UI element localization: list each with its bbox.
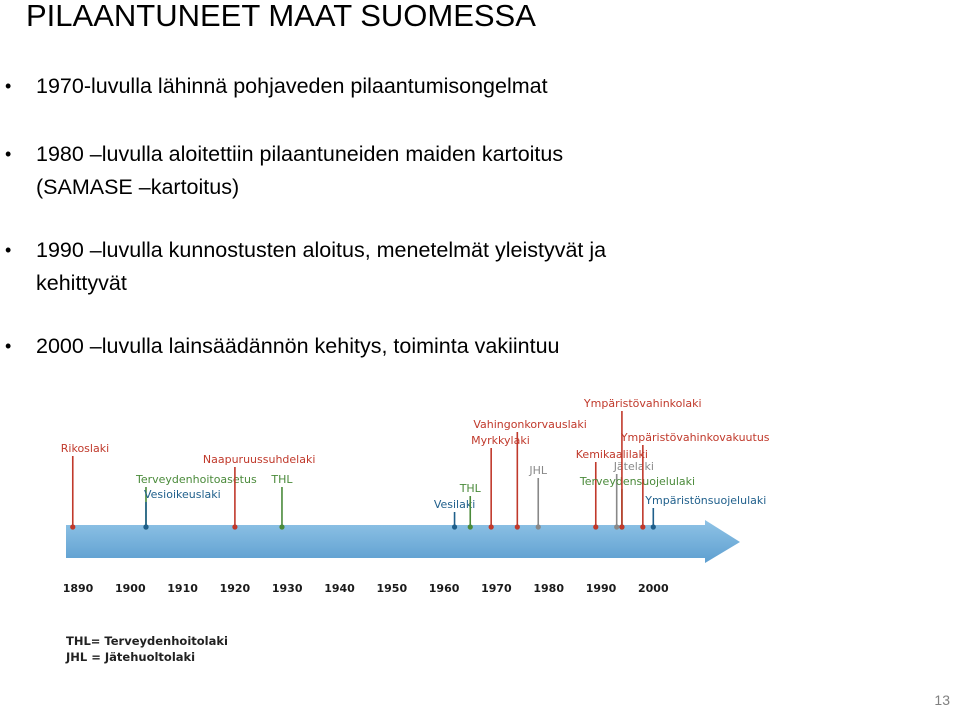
event-label: Vesilaki bbox=[433, 498, 476, 511]
event-marker bbox=[70, 524, 75, 529]
event-label: Naapuruussuhdelaki bbox=[202, 453, 316, 466]
event-label: Ympäristönsuojelulaki bbox=[645, 494, 767, 507]
event-label: Ympäristövahinkovakuutus bbox=[620, 431, 770, 444]
event-label: JHL bbox=[529, 464, 548, 477]
page-number: 13 bbox=[934, 692, 950, 708]
bullet-dot: • bbox=[5, 144, 12, 164]
event-marker bbox=[515, 524, 520, 529]
tick-label: 1900 bbox=[114, 582, 146, 595]
event-marker bbox=[232, 524, 237, 529]
event-marker bbox=[640, 524, 645, 529]
tick-label: 1970 bbox=[481, 582, 512, 595]
event-label: Kemikaalilaki bbox=[575, 448, 648, 461]
event-marker bbox=[614, 524, 619, 529]
legend-thl: THL= Terveydenhoitolaki bbox=[66, 634, 228, 648]
event-marker bbox=[468, 524, 473, 529]
bullet-line: (SAMASE –kartoitus) bbox=[36, 175, 240, 199]
tick-label: 1920 bbox=[219, 582, 251, 595]
event-label: Myrkkylaki bbox=[471, 434, 530, 447]
event-label: Ympäristövahinkolaki bbox=[583, 397, 702, 410]
event-marker bbox=[536, 524, 541, 529]
event-label: Jätelaki bbox=[613, 460, 654, 473]
event-label: Rikoslaki bbox=[60, 442, 110, 455]
timeline-ticks bbox=[63, 582, 669, 595]
tick-label: 1960 bbox=[428, 582, 460, 595]
bullet-dot: • bbox=[5, 336, 12, 356]
event-label: Terveydensuojelulaki bbox=[579, 475, 696, 488]
bullet-line: kehittyvät bbox=[36, 271, 127, 295]
bullet-dot: • bbox=[5, 240, 12, 260]
event-marker bbox=[452, 524, 457, 529]
legend-jhl: JHL = Jätehuoltolaki bbox=[66, 650, 196, 664]
event-label: Vesioikeuslaki bbox=[143, 488, 221, 501]
tick-label: 2000 bbox=[637, 582, 669, 595]
tick-label: 1990 bbox=[585, 582, 617, 595]
event-marker bbox=[651, 524, 656, 529]
event-marker bbox=[489, 524, 494, 529]
event-label: Vahingonkorvauslaki bbox=[473, 418, 587, 431]
tick-label: 1910 bbox=[167, 582, 198, 595]
tick-label: 1890 bbox=[62, 582, 94, 595]
event-marker bbox=[593, 524, 598, 529]
event-marker bbox=[143, 524, 148, 529]
event-label: Terveydenhoitoasetus bbox=[135, 473, 257, 486]
bullet-line: 1970-luvulla lähinnä pohjaveden pilaantumisongelmat bbox=[36, 74, 548, 98]
timeline-events bbox=[61, 397, 770, 530]
tick-label: 1980 bbox=[533, 582, 565, 595]
bullet-line: 1990 –luvulla kunnostusten aloitus, menetelmät yleistyvät ja bbox=[36, 238, 607, 262]
event-label: THL bbox=[271, 473, 293, 486]
tick-label: 1950 bbox=[376, 582, 408, 595]
event-marker bbox=[279, 524, 284, 529]
event-label: THL bbox=[459, 482, 481, 495]
bullet-dot: • bbox=[5, 76, 12, 96]
bullet-line: 1980 –luvulla aloitettiin pilaantuneiden maiden kartoitus bbox=[36, 142, 564, 166]
event-marker bbox=[619, 524, 624, 529]
bullet-line: 2000 –luvulla lainsäädännön kehitys, toiminta vakiintuu bbox=[36, 334, 560, 358]
tick-label: 1930 bbox=[271, 582, 303, 595]
timeline-arrow bbox=[66, 520, 740, 563]
slide-title: PILAANTUNEET MAAT SUOMESSA bbox=[26, 0, 536, 33]
tick-label: 1940 bbox=[324, 582, 355, 595]
